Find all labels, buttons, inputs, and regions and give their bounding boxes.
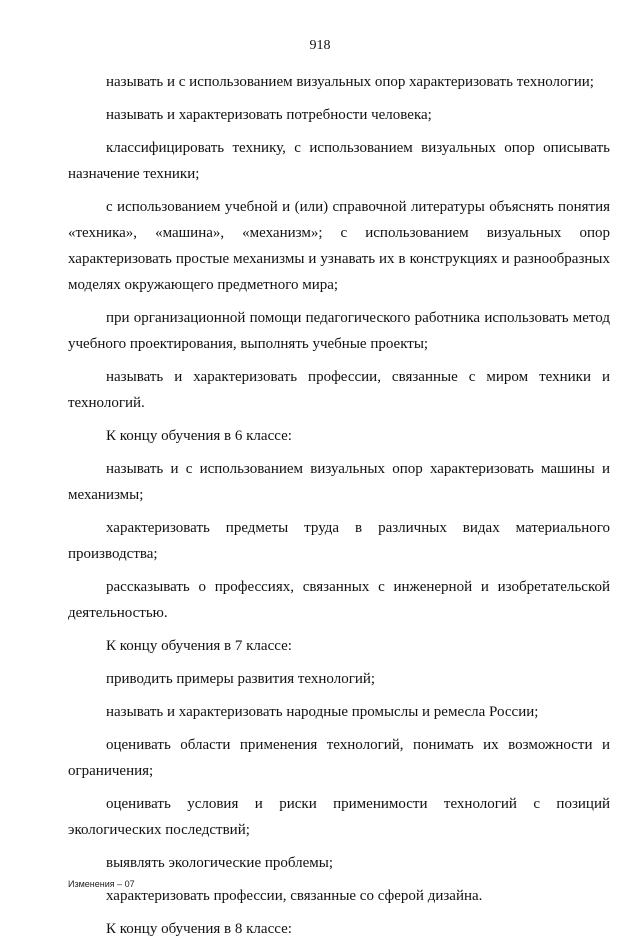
paragraph: при организационной помощи педагогического работника использовать метод учебного проектирования, выполнять учебные проекты; [68, 310, 610, 352]
paragraph: называть и характеризовать потребности человека; [106, 107, 432, 123]
paragraph: с использованием учебной и (или) справочной литературы объяснять понятия «техника», «машина», «механизм»; с использованием визуальных опор характеризовать простые механизмы и узнавать их в конструкциях и разнообразных моделях окружающего предметного мира; [68, 199, 610, 293]
paragraph: выявлять экологические проблемы; [106, 855, 334, 871]
paragraph: называть и с использованием визуальных опор характеризовать технологии; [106, 74, 594, 90]
paragraph: оценивать области применения технологий, понимать их возможности и ограничения; [68, 737, 610, 779]
paragraph: оценивать условия и риски применимости технологий с позиций экологических последствий; [68, 796, 610, 838]
paragraph: называть и характеризовать народные промыслы и ремесла России; [106, 704, 539, 720]
paragraph: характеризовать профессии, связанные со сферой дизайна. [106, 888, 483, 904]
grade-8-heading: К концу обучения в 8 классе: [106, 921, 292, 937]
paragraph: приводить примеры развития технологий; [106, 671, 376, 687]
paragraph: характеризовать предметы труда в различных видах материального производства; [68, 520, 610, 562]
revision-footer: Изменения – 07 [68, 879, 135, 889]
paragraph: рассказывать о профессиях, связанных с инженерной и изобретательской деятельностью. [68, 579, 610, 621]
page-number: 918 [309, 38, 331, 53]
grade-6-heading: К концу обучения в 6 классе: [106, 428, 292, 444]
document-body [68, 69, 610, 949]
paragraph: называть и с использованием визуальных опор характеризовать машины и механизмы; [68, 461, 610, 503]
paragraph: классифицировать технику, с использованием визуальных опор описывать назначение техники; [68, 140, 610, 182]
grade-7-heading: К концу обучения в 7 классе: [106, 638, 292, 654]
paragraph: называть и характеризовать профессии, связанные с миром техники и технологий. [68, 369, 610, 411]
